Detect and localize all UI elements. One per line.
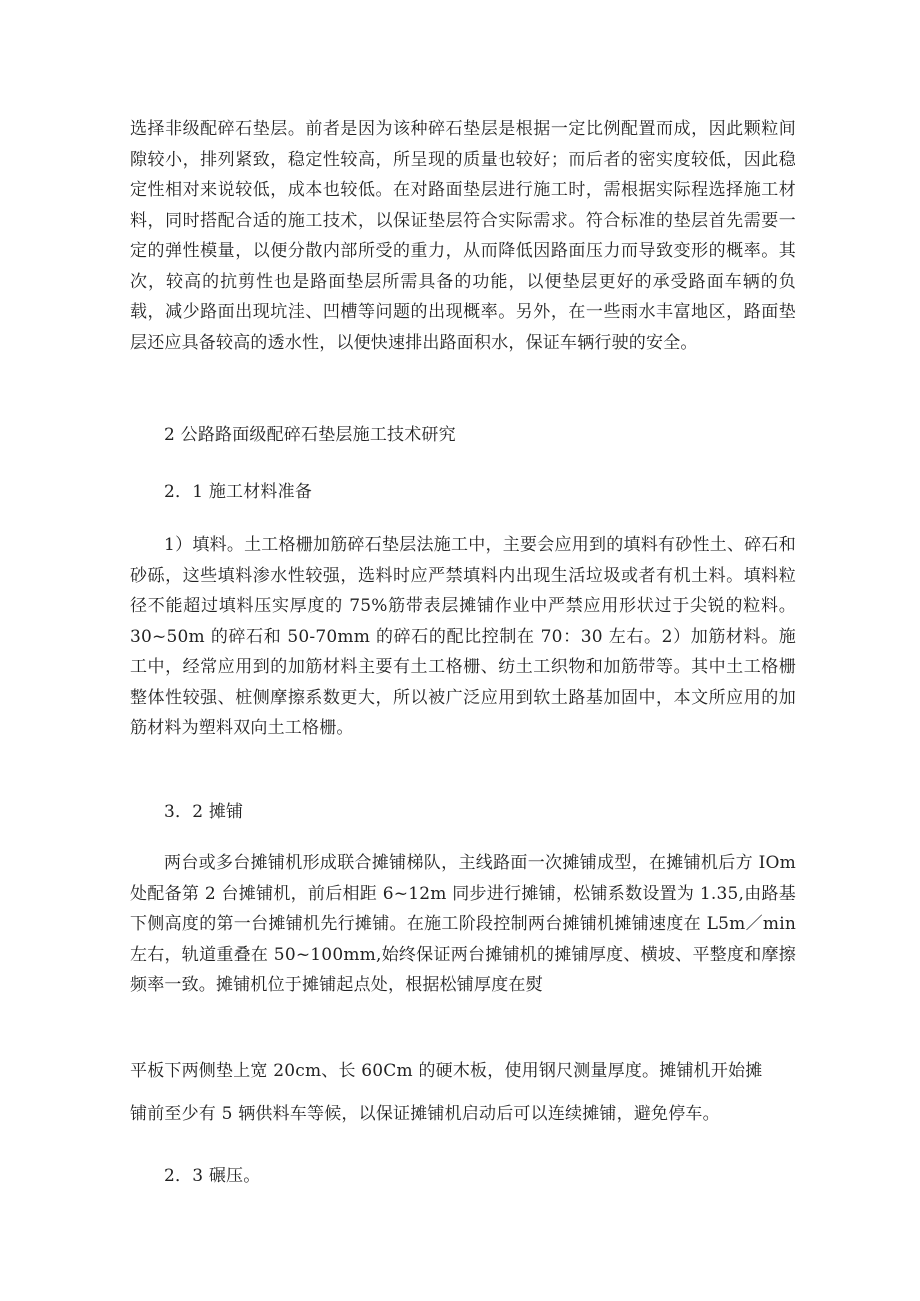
- paving-line-3: 铺前至少有 5 辆供料车等候，以保证摊铺机启动后可以连续摊铺，避免停车。: [130, 1104, 720, 1124]
- subsection-heading-compaction: 2．3 碾压。: [164, 1166, 261, 1186]
- materials-paragraph: 1）填料。土工格栅加筋碎石垫层法施工中，主要会应用到的填料有砂性土、碎石和砂砾，这些填料渗水性较强，选料时应严禁填料内出现生活垃圾或者有机土料。填料粒径不能超过填料压实厚度的 75%筋带表层摊铺作业中严禁应用形状过于尖锐的粒料。30~50m 的碎石和 50-70mm 的碎石的配比控制在 70：30 左右。2）加筋材料。施工中，经常应用到的加筋材料主要有土工格栅、纺土工织物和加筋带等。其中土工格栅整体性较强、桩侧摩擦系数更大，所以被广泛应用到软土路基加固中，本文所应用的加筋材料为塑料双向土工格栅。: [130, 535, 796, 738]
- paving-line-2: 平板下两侧垫上宽 20cm、长 60Cm 的硬木板，使用钢尺测量厚度。摊铺机开始摊: [130, 1061, 763, 1081]
- subsection-heading-materials: 2．1 施工材料准备: [164, 482, 313, 502]
- section-heading: 2 公路路面级配碎石垫层施工技术研究: [164, 425, 456, 445]
- paving-paragraph: 两台或多台摊铺机形成联合摊铺梯队，主线路面一次摊铺成型，在摊铺机后方 IOm 处配备第 2 台摊铺机，前后相距 6~12m 同步进行摊铺，松铺系数设置为 1.35,由路基下侧高度的第一台摊铺机先行摊铺。在施工阶段控制两台摊铺机摊铺速度在 L5m／min 左右，轨道重叠在 50~100mm,始终保证两台摊铺机的摊铺厚度、横坡、平整度和摩擦频率一致。摊铺机位于摊铺起点处，根据松铺厚度在熨: [130, 853, 796, 995]
- subsection-heading-paving: 3．2 摊铺: [164, 802, 244, 822]
- intro-paragraph: 选择非级配碎石垫层。前者是因为该种碎石垫层是根据一定比例配置而成，因此颗粒间隙较小，排列紧致，稳定性较高，所呈现的质量也较好；而后者的密实度较低，因此稳定性相对来说较低，成本也较低。在对路面垫层进行施工时，需根据实际程选择施工材料，同时搭配合适的施工技术，以保证垫层符合实际需求。符合标准的垫层首先需要一定的弹性模量，以便分散内部所受的重力，从而降低因路面压力而导致变形的概率。其次，较高的抗剪性也是路面垫层所需具备的功能，以便垫层更好的承受路面车辆的负载，减少路面出现坑洼、凹槽等问题的出现概率。另外，在一些雨水丰富地区，路面垫层还应具备较高的透水性，以便快速排出路面积水，保证车辆行驶的安全。: [130, 119, 796, 353]
